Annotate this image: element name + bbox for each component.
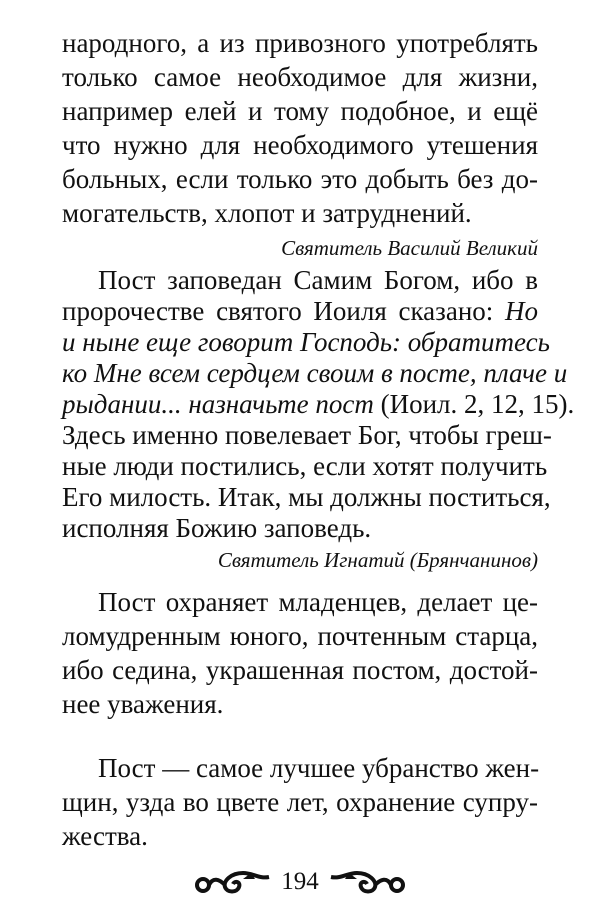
quote-attribution: Святитель Игнатий (Брянчанинов): [217, 548, 538, 572]
text-line: [62, 420, 552, 451]
text-line: [62, 164, 538, 195]
text-segment: ломудренным юного, почтенным старца,: [62, 621, 538, 651]
text-line: [62, 198, 538, 229]
scripture-quote: и ныне еще говорит Господь: обратитесь: [62, 327, 550, 357]
scripture-quote: Но: [505, 296, 538, 326]
text-line: [62, 513, 538, 544]
quote-attribution: Святитель Василий Великий: [281, 236, 538, 260]
text-segment: Пост — самое лучшее убранство жен-: [98, 753, 540, 783]
text-line: [62, 689, 538, 720]
text-line: [62, 62, 538, 93]
text-segment: больных, если только это добыть без до-: [62, 164, 538, 194]
text-line: [62, 327, 550, 358]
text-segment: ибо седина, украшенная постом, достой-: [62, 655, 538, 685]
text-line: [62, 787, 538, 818]
text-segment: что нужно для необходимого утешения: [62, 130, 538, 160]
text-segment: например елей и тому подобное, и ещё: [62, 96, 538, 126]
text-segment: щин, узда во цвете лет, охранение супру-: [62, 787, 538, 817]
page-footer: [0, 862, 600, 902]
text-segment: пророчестве святого Иоиля сказано:: [62, 296, 505, 326]
text-line: [62, 96, 538, 127]
text-segment: Пост охраняет младенцев, делает це-: [98, 587, 538, 617]
text-line: [62, 389, 575, 420]
text-line: [62, 296, 538, 327]
text-line: [62, 655, 538, 686]
right-ornament-icon: [329, 867, 409, 897]
text-segment: ные люди постились, если хотят получить: [62, 451, 548, 481]
text-line: [62, 130, 538, 161]
text-line: [98, 265, 538, 296]
text-segment: могательств, хлопот и затруднений.: [62, 198, 472, 228]
text-segment: Здесь именно повелевает Бог, чтобы греш-: [62, 420, 552, 450]
text-segment: исполняя Божию заповедь.: [62, 513, 372, 543]
text-line: [62, 451, 548, 482]
text-segment: Его милость. Итак, мы должны поститься,: [62, 482, 551, 512]
page-number: 194: [281, 868, 319, 895]
text-segment: народного, а из привозного употреблять: [62, 28, 538, 58]
text-line: [98, 587, 538, 618]
text-line: [62, 821, 538, 852]
text-segment: Пост заповедан Самим Богом, ибо в: [98, 265, 538, 295]
text-line: [62, 621, 538, 652]
scripture-quote: рыдании... назначьте пост: [62, 389, 374, 419]
text-line: [98, 753, 538, 784]
left-ornament-icon: [191, 867, 271, 897]
text-segment: только самое необходимое для жизни,: [62, 62, 538, 92]
text-segment: нее уважения.: [62, 689, 224, 719]
text-segment: жества.: [62, 821, 148, 851]
scripture-quote: ко Мне всем сердцем своим в посте, плаче и: [62, 358, 568, 388]
text-line: [62, 482, 551, 513]
text-line: [62, 28, 538, 59]
text-segment: (Иоил. 2, 12, 15).: [373, 389, 575, 419]
text-line: [62, 358, 568, 389]
